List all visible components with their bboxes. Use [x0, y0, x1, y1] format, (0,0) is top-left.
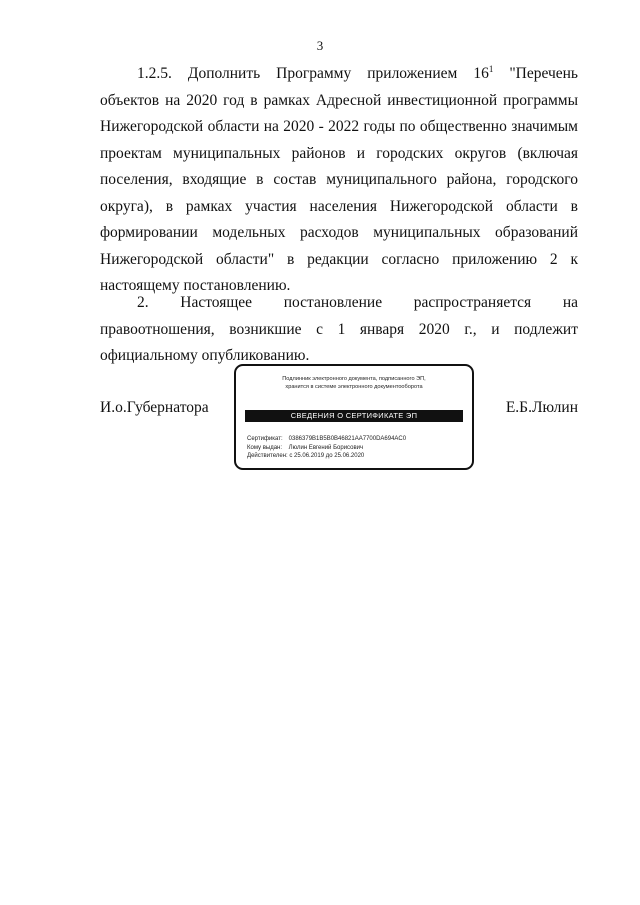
ep-issued-to-label: Кому выдан: [247, 444, 283, 451]
paragraph-1-text-end: "Перечень объектов на 2020 год в рамках Адресной инвестиционной программы Нижегородской области на 2020 - 2022 годы по общественно значимым проектам муниципальных районов и городских округов (включая поселения, входящие в состав муниципального района, городского округа), в рамках участия населения Нижегородской области в формировании модельных расходов муниципальных образований Нижегородской области" в редакции согласно приложению 2 к настоящему постановлению. [100, 65, 579, 294]
paragraph-1-text-start: 1.2.5. Дополнить Программу приложением 16 [137, 65, 489, 82]
ep-certificate-label: Сертификат: [247, 436, 283, 442]
electronic-signature-stamp [234, 364, 474, 470]
signatory-name: Е.Б.Люлин [505, 399, 578, 416]
ep-valid-row [247, 452, 406, 461]
appendix-superscript: 1 [488, 63, 494, 74]
page-number: 3 [316, 38, 324, 53]
ep-certificate-header: СВЕДЕНИЯ О СЕРТИФИКАТЕ ЭП [245, 410, 463, 422]
ep-valid-value: с 25.06.2019 до 25.06.2020 [289, 453, 365, 460]
paragraph-2: 2. Настоящее постановление распространяется на правоотношения, возникшие с 1 января 2020 г., и подлежит официальному опубликованию. [100, 294, 578, 364]
ep-stamp-note [236, 375, 472, 391]
ep-note-line-2: хранится в системе электронного документооборота [285, 384, 423, 390]
ep-certificate-details [247, 435, 406, 461]
ep-issued-to-value: Люлин Евгений Борисович [288, 444, 364, 451]
ep-issued-to-row [247, 444, 406, 453]
ep-valid-label: Действителен: [247, 453, 288, 460]
signatory-position: И.о.Губернатора [100, 399, 209, 416]
ep-certificate-value: 0386379B1B5B0B46821AA7700DA694AC0 [288, 436, 407, 442]
paragraph-1-2-5 [100, 61, 578, 300]
ep-note-line-1: Подлинник электронного документа, подписанного ЭП, [282, 376, 426, 382]
ep-certificate-row [247, 435, 406, 444]
